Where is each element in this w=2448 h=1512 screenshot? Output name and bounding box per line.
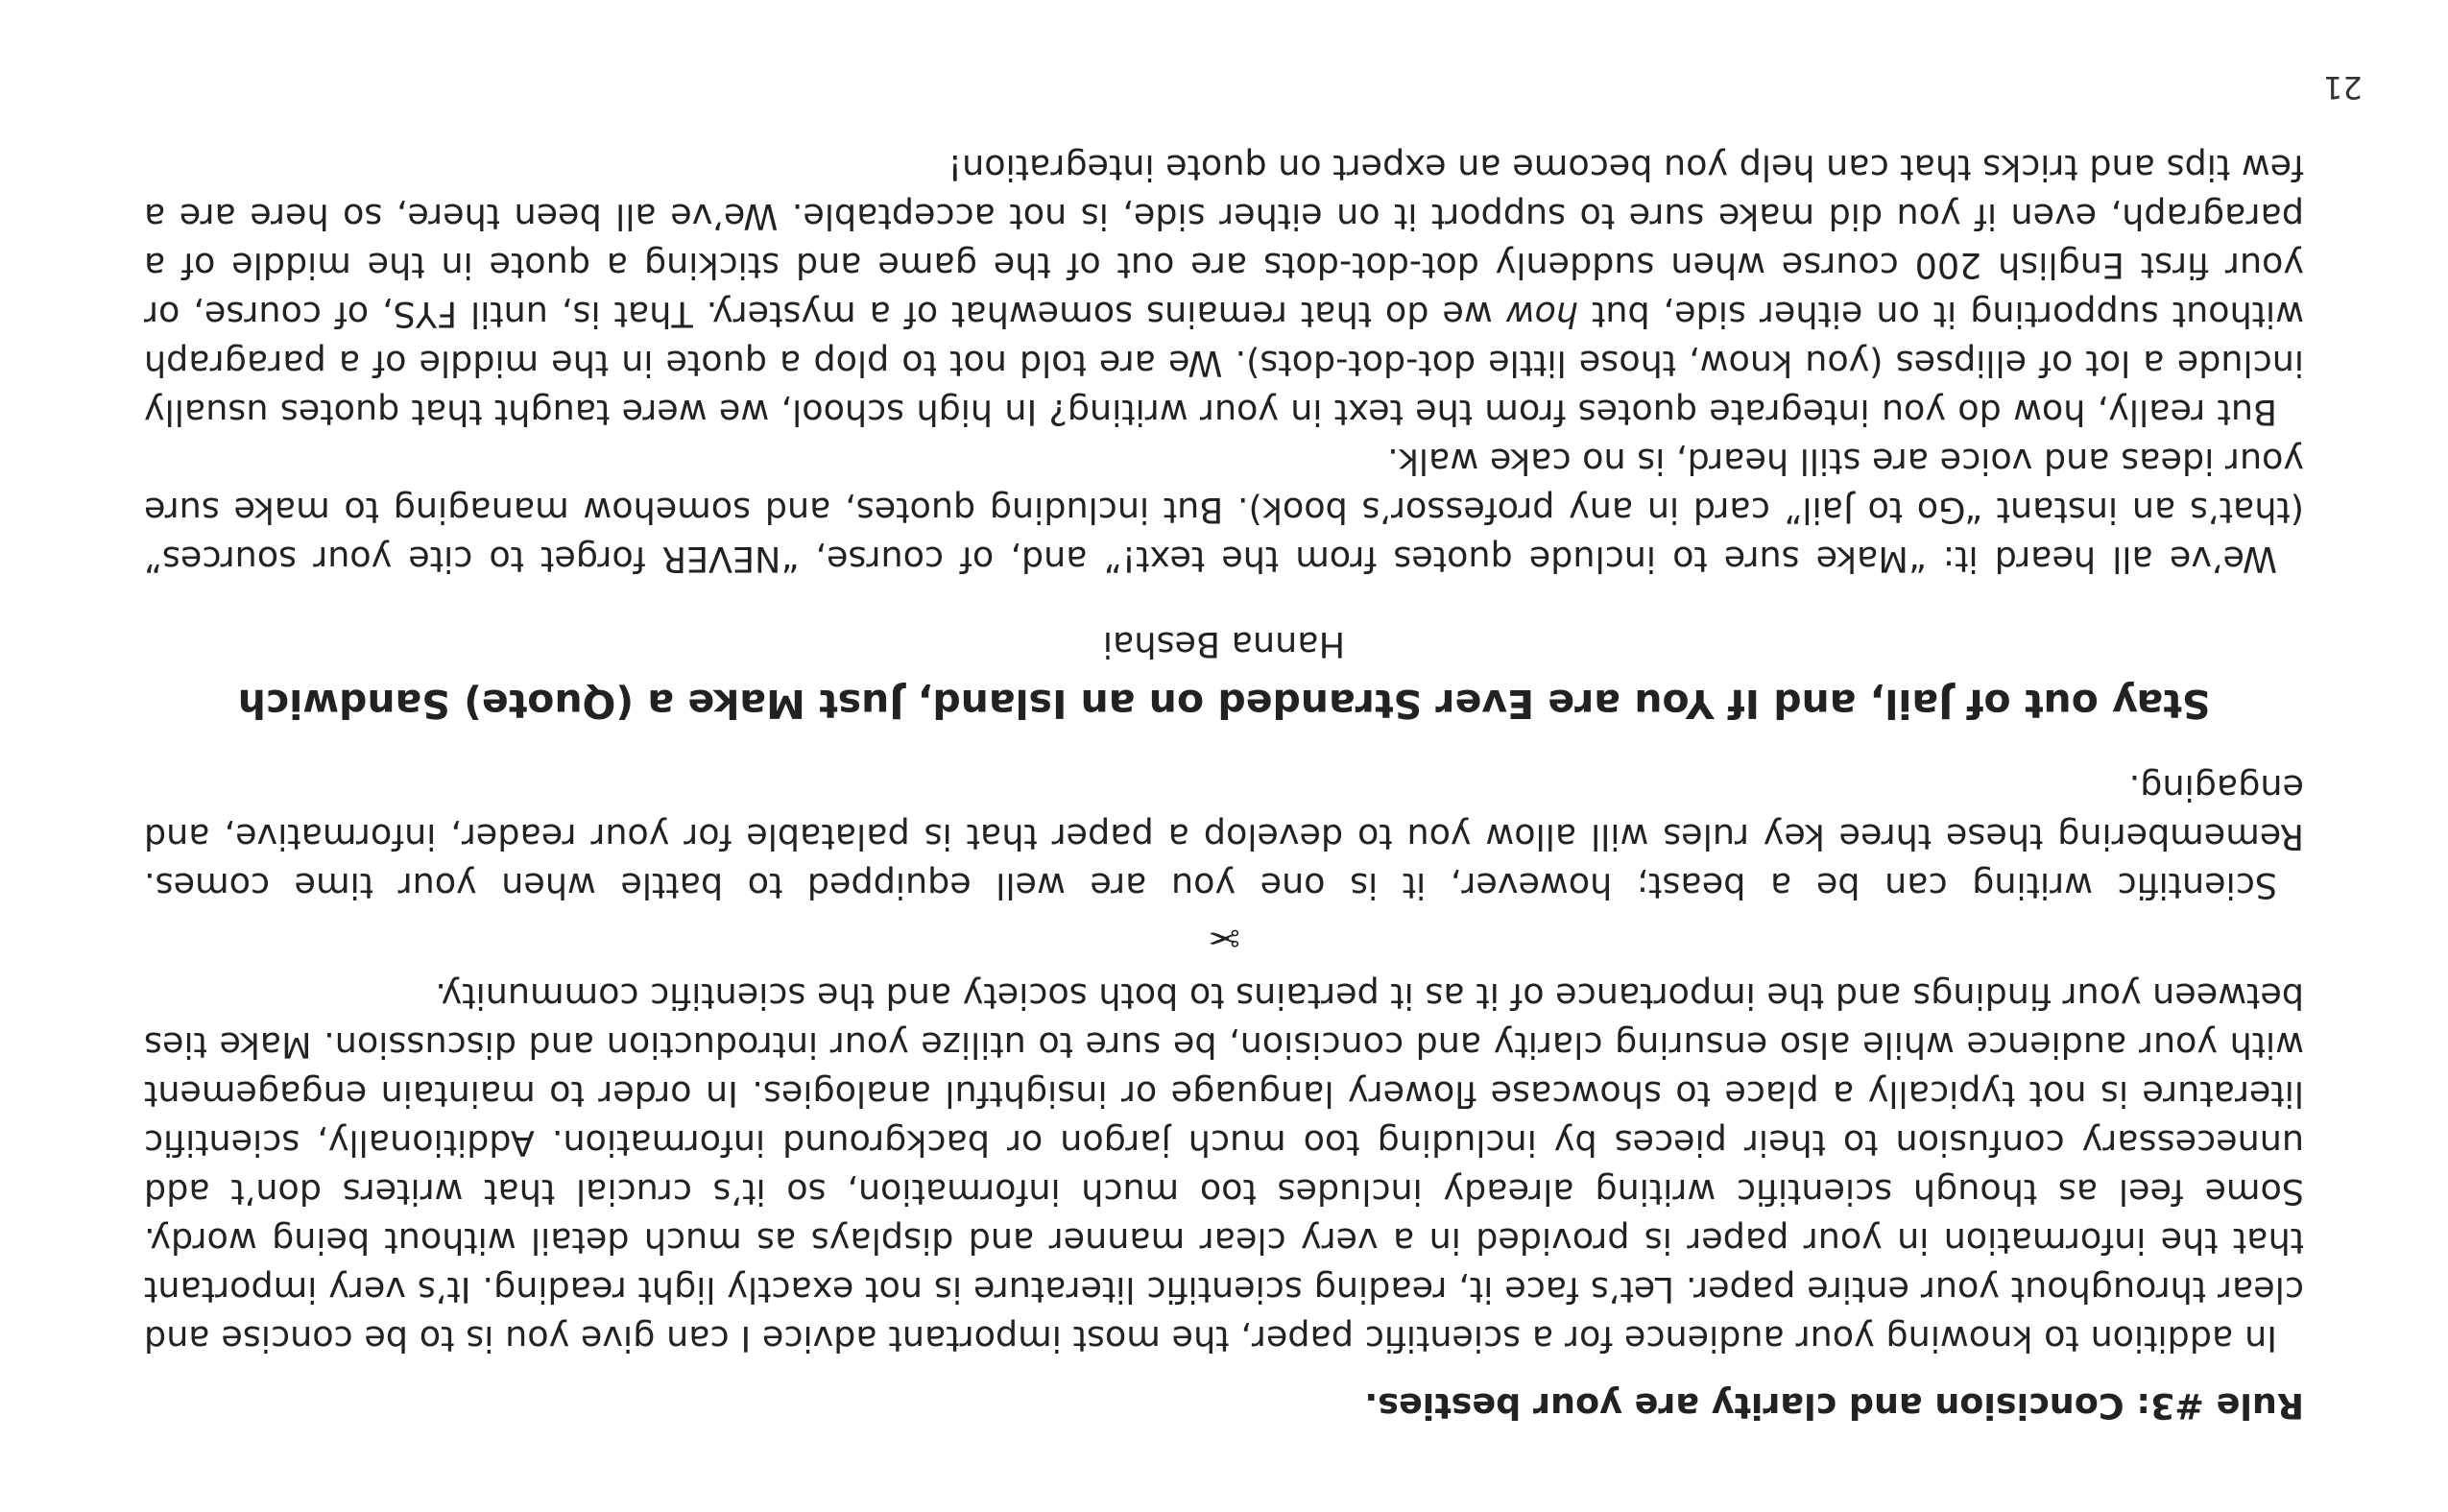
paragraph-2-text-end: we do that remains somewhat of a mystery. That is, until FYS, of course, or your first English 200 course when suddenly dot-dot-dots are out of the game and sticking a quote in the middle of a paragraph, even if you did make sure to support it on either side, is not acceptable. We’ve all been there, so here are a few tips and tricks that can help you become an expert on quote integration! — [144, 147, 2304, 335]
article-paragraph-1: We’ve all heard it: “Make sure to include quotes from the text!” and, of course, “NEVER forget to cite your sources” (that’s an instant “Go to Jail” card in any professor’s book). But including quotes, and somehow managing to make sure your ideas and voice are still heard, is no cake walk. — [144, 441, 2304, 580]
rule-paragraph: In addition to knowing your audience for a scientific paper, the most important advice I can give you is to be concise and clear throughout your entire paper. Let’s face it, reading scientific literature is not exactly light reading. It’s very important that the information in your paper is provided in a very clear manner and displays as much detail without being wordy. Some feel as though scientific writing already includes too much information, so it’s crucial that writers don’t add unnecessary confusion to their pieces by including too much jargon or background information. Additionally, scientific literature is not typically a place to showcase flowery language or insightful analogies. In order to maintain engagement with your audience while also ensuring clarity and concision, be sure to utilize your introduction and discussion. Make ties between your findings and the importance of it as it pertains to both society and the scientific community. — [144, 975, 2304, 1359]
article-title: Stay out of Jail, and If You are Ever Stranded on an Island, Just Make a (Quote) Sandwich — [237, 681, 2211, 727]
paragraph-2-text-start: But really, how do you integrate quotes from the text in your writing? In high school, we were taught that quotes usually include a lot of ellipses (you know, those little dot-dot-dots). We are told not to plop a quote in the middle of a paragraph without supporting it on either side, but — [144, 294, 2304, 433]
closing-paragraph: Scientific writing can be a beast; however, it is one you are well equipped to battle when your time comes. Remembering these three key rules will allow you to develop a paper that is palatable for your reader, informative, and engaging. — [144, 767, 2304, 906]
article-paragraph-2 — [144, 143, 2304, 437]
text-column — [144, 143, 2304, 1430]
section-break-ornament: ✂ — [1208, 915, 1240, 959]
article-author: Hanna Beshai — [1102, 624, 1346, 665]
page-number: 21 — [2323, 69, 2363, 106]
rule-heading: Rule #3: Concision and clarity are your besties. — [1364, 1385, 2304, 1427]
paragraph-2-emphasis: how — [1505, 294, 1579, 335]
